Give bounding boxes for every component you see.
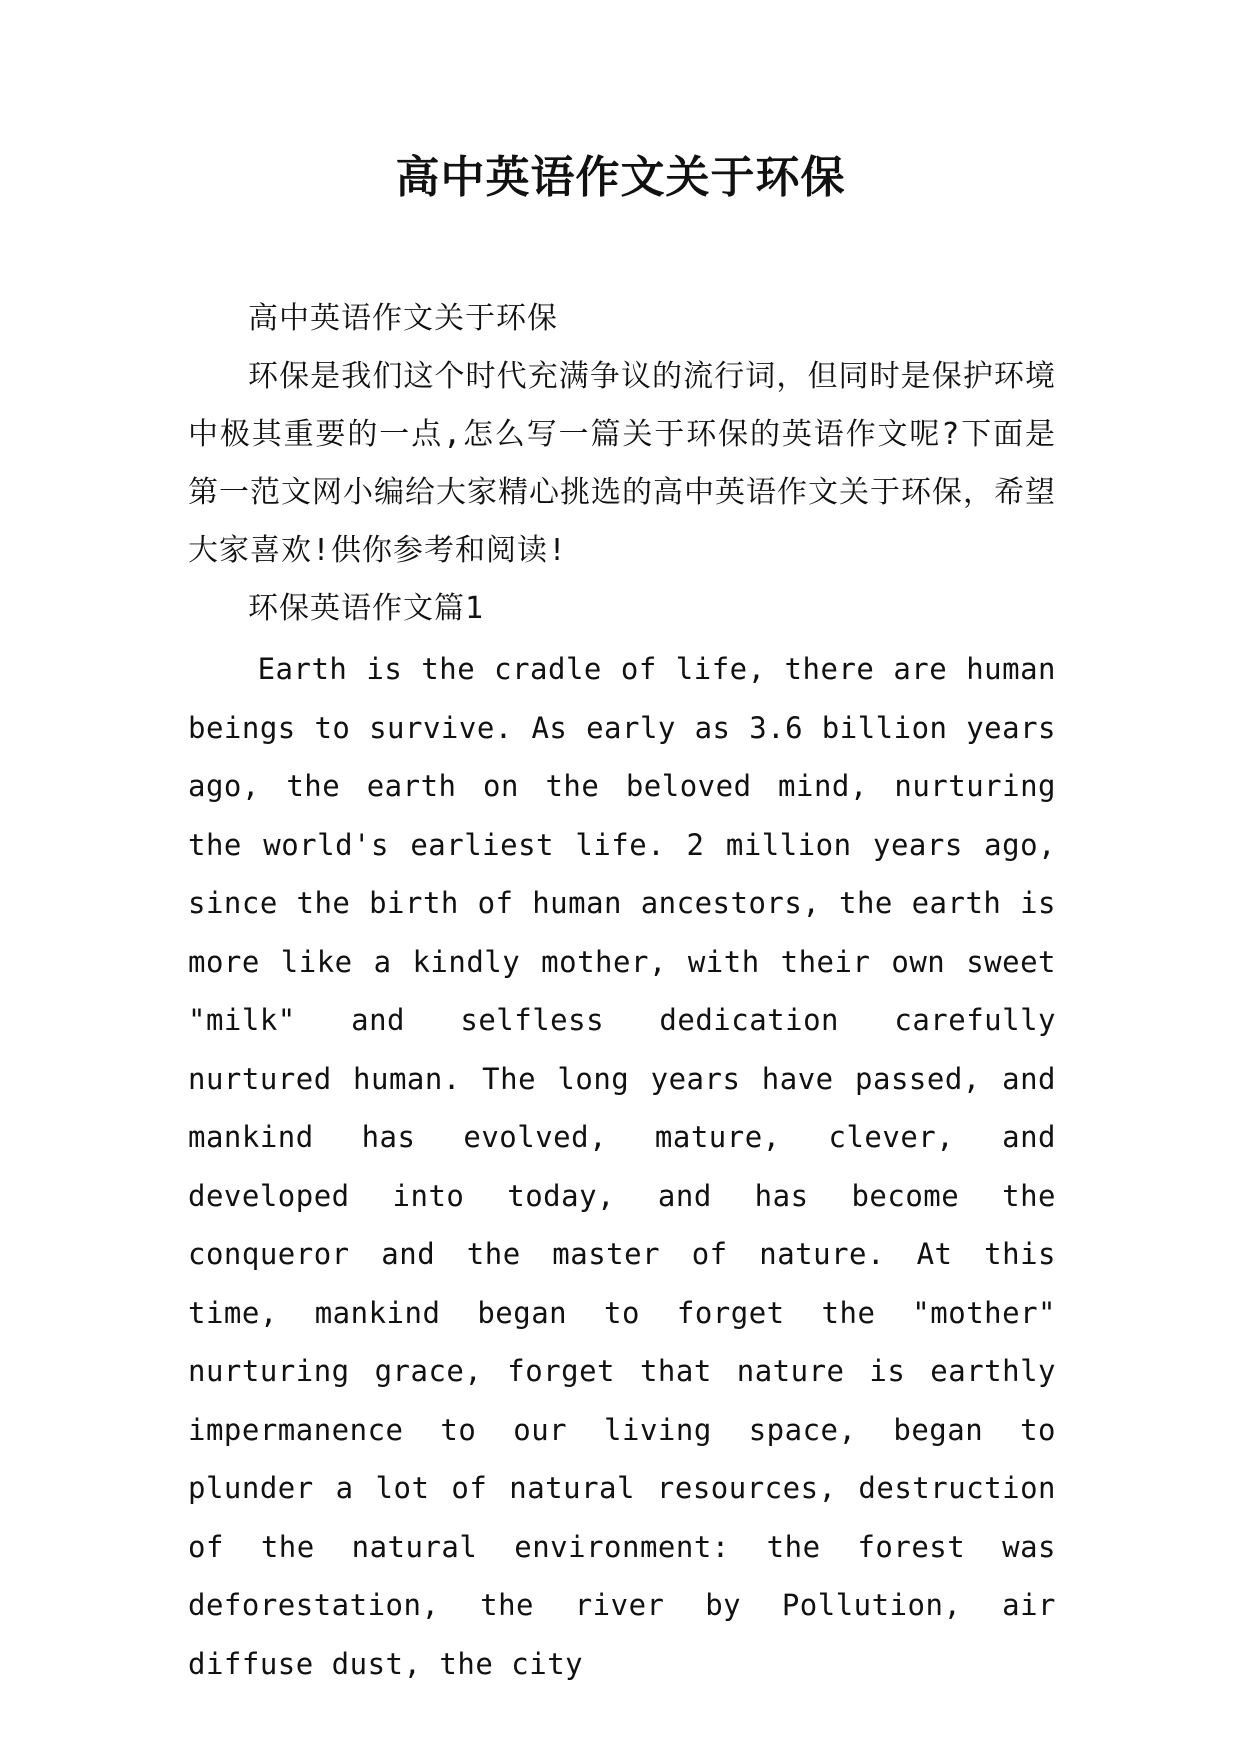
paragraph-intro: 环保是我们这个时代充满争议的流行词，但同时是保护环境中极其重要的一点,怎么写一篇关于环保的英语作文呢?下面是第一范文网小编给大家精心挑选的高中英语作文关于环保，希望大家喜欢!供你参考和阅读! [188,359,1056,568]
paragraph-heading: 高中英语作文关于环保 [248,301,558,336]
document-body [188,290,1056,1693]
paragraph-section-label: 环保英语作文篇1 [248,591,485,626]
document-title: 高中英语作文关于环保 [395,152,846,203]
paragraph-english-essay: Earth is the cradle of life, there are human beings to survive. As early as 3.6 billion years ago, the earth on the beloved mind, nurturing the world's earliest life. 2 million years ago, since the birth of human ancestors, the earth is more like a kindly mother, with their own sweet "milk" and selfless dedication carefully nurtured human. The long years have passed, and mankind has evolved, mature, clever, and developed into today, and has become the conqueror and the master of nature. At this time, mankind began to forget the "mother" nurturing grace, forget that nature is earthly impermanence to our living space, began to plunder a lot of natural resources, destruction of the natural environment: the forest was deforestation, the river by Pollution, air diffuse dust, the city [188,652,1056,1681]
